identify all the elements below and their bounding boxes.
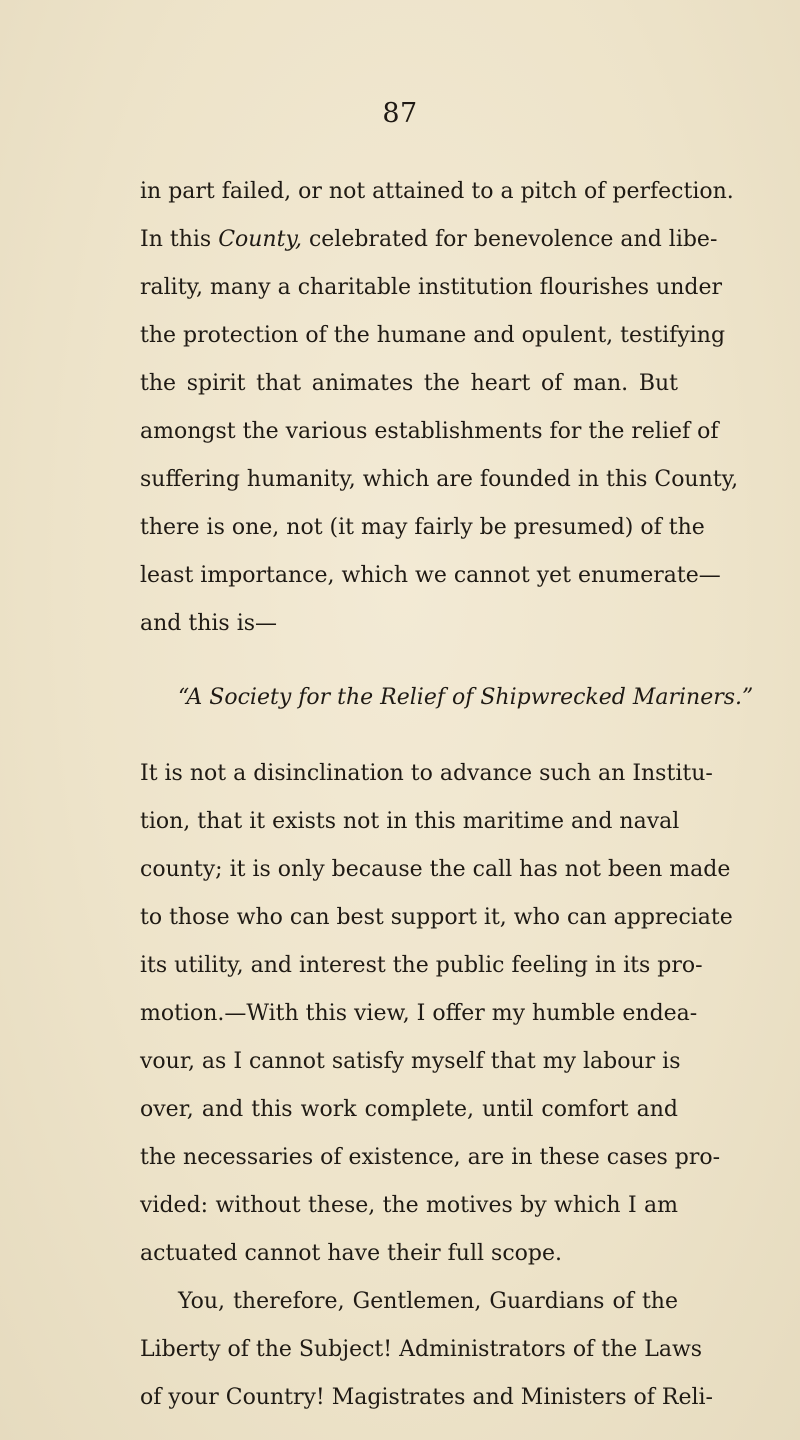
society-title: “A Society for the Relief of Shipwrecked Mariners.”: [178, 685, 754, 710]
text-line: its utility, and interest the public feeling in its pro-: [140, 953, 703, 978]
text-line: vour, as I cannot satisfy myself that my labour is: [140, 1049, 681, 1074]
text-line: over, and this work complete, until comfort and: [140, 1097, 678, 1122]
text-line: the necessaries of existence, are in these cases pro-: [140, 1145, 721, 1170]
text-line: suffering humanity, which are founded in this County,: [140, 467, 739, 492]
text-line: in part failed, or not attained to a pitch of perfection.: [140, 179, 734, 204]
text-line: motion.—With this view, I offer my humble endea-: [140, 1001, 698, 1026]
page-number: 87: [382, 98, 418, 129]
text-line: vided: without these, the motives by which I am: [140, 1193, 678, 1218]
text-line: and this is—: [140, 611, 278, 636]
text-line: You, therefore, Gentlemen, Guardians of the: [178, 1289, 678, 1314]
text-line: actuated cannot have their full scope.: [140, 1241, 562, 1266]
italic-county: County,: [218, 227, 302, 252]
text-line: there is one, not (it may fairly be presumed) of the: [140, 515, 705, 540]
text-line: rality, many a charitable institution flourishes under: [140, 275, 722, 300]
text-span: In this: [140, 227, 219, 252]
text-line: Liberty of the Subject! Administrators of the Laws: [140, 1337, 703, 1362]
text-line: to those who can best support it, who can appreciate: [140, 905, 733, 930]
text-line: It is not a disinclination to advance such an Institu-: [140, 761, 713, 786]
text-line: of your Country! Magistrates and Ministers of Reli-: [140, 1385, 713, 1410]
text-line: least importance, which we cannot yet enumerate—: [140, 563, 721, 588]
text-line: county; it is only because the call has not been made: [140, 857, 731, 882]
text-line: [140, 216, 718, 264]
text-line: the spirit that animates the heart of man. But: [140, 371, 678, 396]
text-line: amongst the various establishments for the relief of: [140, 419, 719, 444]
text-line: tion, that it exists not in this maritime and naval: [140, 809, 680, 834]
text-span: celebrated for benevolence and libe-: [301, 227, 718, 252]
text-line: the protection of the humane and opulent, testifying: [140, 323, 726, 348]
page-body: [140, 168, 754, 1422]
